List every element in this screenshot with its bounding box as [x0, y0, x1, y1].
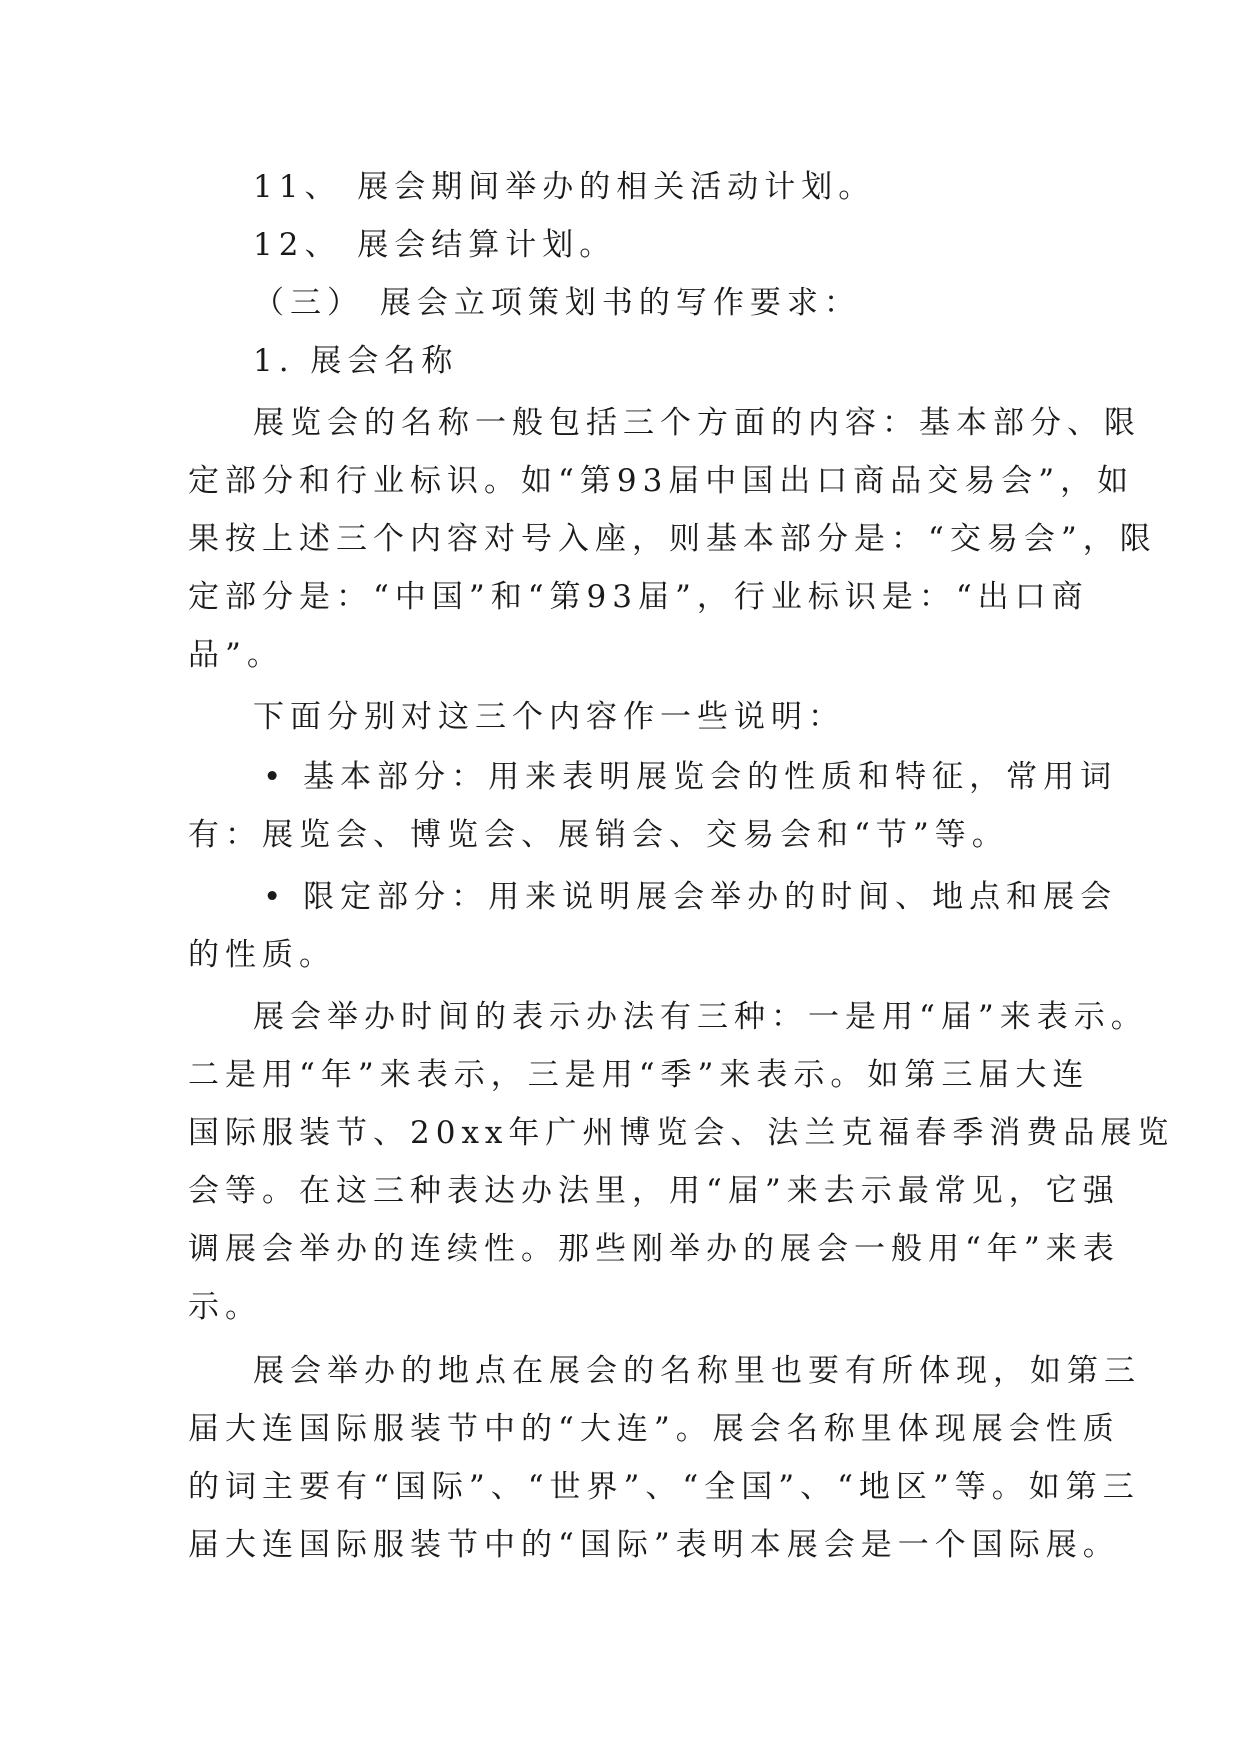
bullet-item: • 基本部分：用来表明展览会的性质和特征，常用词: [263, 759, 1118, 795]
paragraph-line: 届大连国际服装节中的“大连”。展会名称里体现展会性质: [188, 1411, 1120, 1447]
bullet-item: • 限定部分：用来说明展会举办的时间、地点和展会: [263, 879, 1118, 915]
paragraph-line: 届大连国际服装节中的“国际”表明本展会是一个国际展。: [188, 1527, 1120, 1563]
paragraph-line: 定部分和行业标识。如“第93届中国出口商品交易会”，如: [188, 463, 1135, 499]
paragraph-line: 展会举办时间的表示办法有三种：一是用“届”来表示。: [253, 999, 1148, 1035]
paragraph-line: 示。: [188, 1289, 262, 1325]
paragraph-line: 调展会举办的连续性。那些刚举办的展会一般用“年”来表: [188, 1231, 1120, 1267]
paragraph-line: 二是用“年”来表示，三是用“季”来表示。如第三届大连: [188, 1057, 1090, 1093]
bullet-continuation: 有：展览会、博览会、展销会、交易会和“节”等。: [188, 817, 1009, 853]
list-item-12: 12、 展会结算计划。: [253, 227, 617, 263]
paragraph-line: 展会举办的地点在展会的名称里也要有所体现，如第三: [253, 1353, 1141, 1389]
paragraph-line: 的词主要有“国际”、“世界”、“全国”、“地区”等。如第三: [188, 1469, 1140, 1505]
paragraph-line: 国际服装节、20xx年广州博览会、法兰克福春季消费品展览: [188, 1115, 1175, 1151]
subsection-heading: 1. 展会名称: [253, 343, 459, 379]
list-item-11: 11、 展会期间举办的相关活动计划。: [253, 169, 876, 205]
paragraph-line: 下面分别对这三个内容作一些说明：: [253, 699, 845, 735]
section-heading: （三） 展会立项策划书的写作要求：: [253, 285, 861, 321]
paragraph-line: 会等。在这三种表达办法里，用“届”来去示最常见，它强: [188, 1173, 1120, 1209]
paragraph-line: 品”。: [188, 637, 284, 673]
bullet-continuation: 的性质。: [188, 937, 336, 973]
paragraph-line: 果按上述三个内容对号入座，则基本部分是：“交易会”，限: [188, 521, 1157, 557]
paragraph-line: 展览会的名称一般包括三个方面的内容：基本部分、限: [253, 405, 1141, 441]
paragraph-line: 定部分是：“中国”和“第93届”，行业标识是：“出口商: [188, 579, 1089, 615]
